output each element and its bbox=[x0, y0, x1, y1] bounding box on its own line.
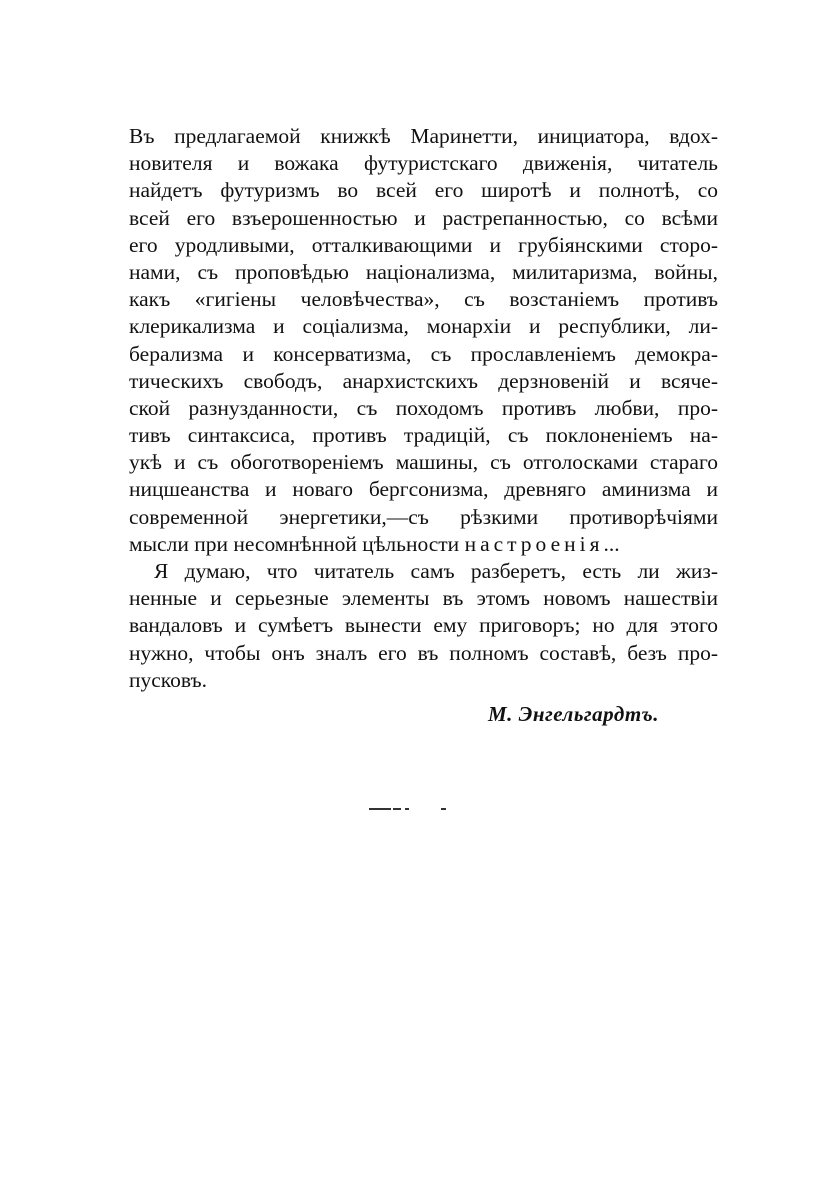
divider-dash bbox=[369, 808, 391, 810]
text-line: нами, съ проповѣдью націонализма, милитаризма, войны, bbox=[129, 259, 718, 284]
text-fragment: ... bbox=[603, 531, 620, 556]
text-line: берализма и консерватизма, съ прославленіемъ демокра- bbox=[129, 341, 718, 366]
text-line: ской разнузданности, съ походомъ противъ любви, про- bbox=[129, 395, 718, 420]
text-line: современной энергетики,—съ рѣзкими противорѣчіями bbox=[129, 504, 718, 529]
text-line: тивъ синтаксиса, противъ традицій, съ поклоненіемъ на- bbox=[129, 423, 718, 448]
text-line: Я думаю, что читатель самъ разберетъ, есть ли жиз- bbox=[154, 559, 718, 583]
text-line: Въ предлагаемой книжкѣ Маринетти, инициатора, вдох- bbox=[129, 124, 718, 148]
text-line: тическихъ свободъ, анархистскихъ дерзновеній и всяче- bbox=[129, 368, 718, 393]
paragraph-1 bbox=[129, 123, 718, 558]
author-signature: М. Энгельгардтъ. bbox=[488, 702, 659, 726]
text-line: его уродливыми, отталкивающими и грубіянскими сторо- bbox=[129, 232, 718, 257]
text-line: ненные и серьезные элементы въ этомъ новомъ нашествіи bbox=[129, 586, 718, 611]
text-line: нужно, чтобы онъ зналъ его въ полномъ составѣ, безъ про- bbox=[129, 640, 718, 665]
divider-dash bbox=[393, 808, 401, 810]
text-line: найдетъ футуризмъ во всей его широтѣ и полнотѣ, со bbox=[129, 178, 718, 203]
divider-ornament bbox=[369, 806, 449, 812]
divider-dash bbox=[405, 808, 409, 810]
divider-dash bbox=[441, 808, 446, 810]
preface-text bbox=[129, 123, 718, 694]
text-line: какъ «гигіены человѣчества», съ возстаніемъ противъ bbox=[129, 287, 718, 312]
text-line: новителя и вожака футуристскаго движенія, читатель bbox=[129, 151, 718, 176]
text-fragment: мысли при несомнѣнной цѣльности bbox=[129, 531, 465, 556]
text-line: укѣ и съ обоготвореніемъ машины, съ отголосками стараго bbox=[129, 450, 718, 475]
text-line: клерикализма и соціализма, монархіи и республики, ли- bbox=[129, 314, 718, 339]
paragraph-2 bbox=[129, 558, 718, 694]
spaced-emphasis: настроенія bbox=[464, 531, 604, 556]
text-line: ницшеанства и новаго бергсонизма, древняго аминизма и bbox=[129, 477, 718, 502]
text-line: пусковъ. bbox=[129, 667, 208, 692]
text-line bbox=[129, 531, 718, 558]
text-line: всей его взъерошенностью и растрепанностью, со всѣми bbox=[129, 205, 718, 230]
text-line: вандаловъ и сумѣетъ вынести ему приговоръ; но для этого bbox=[129, 613, 718, 638]
